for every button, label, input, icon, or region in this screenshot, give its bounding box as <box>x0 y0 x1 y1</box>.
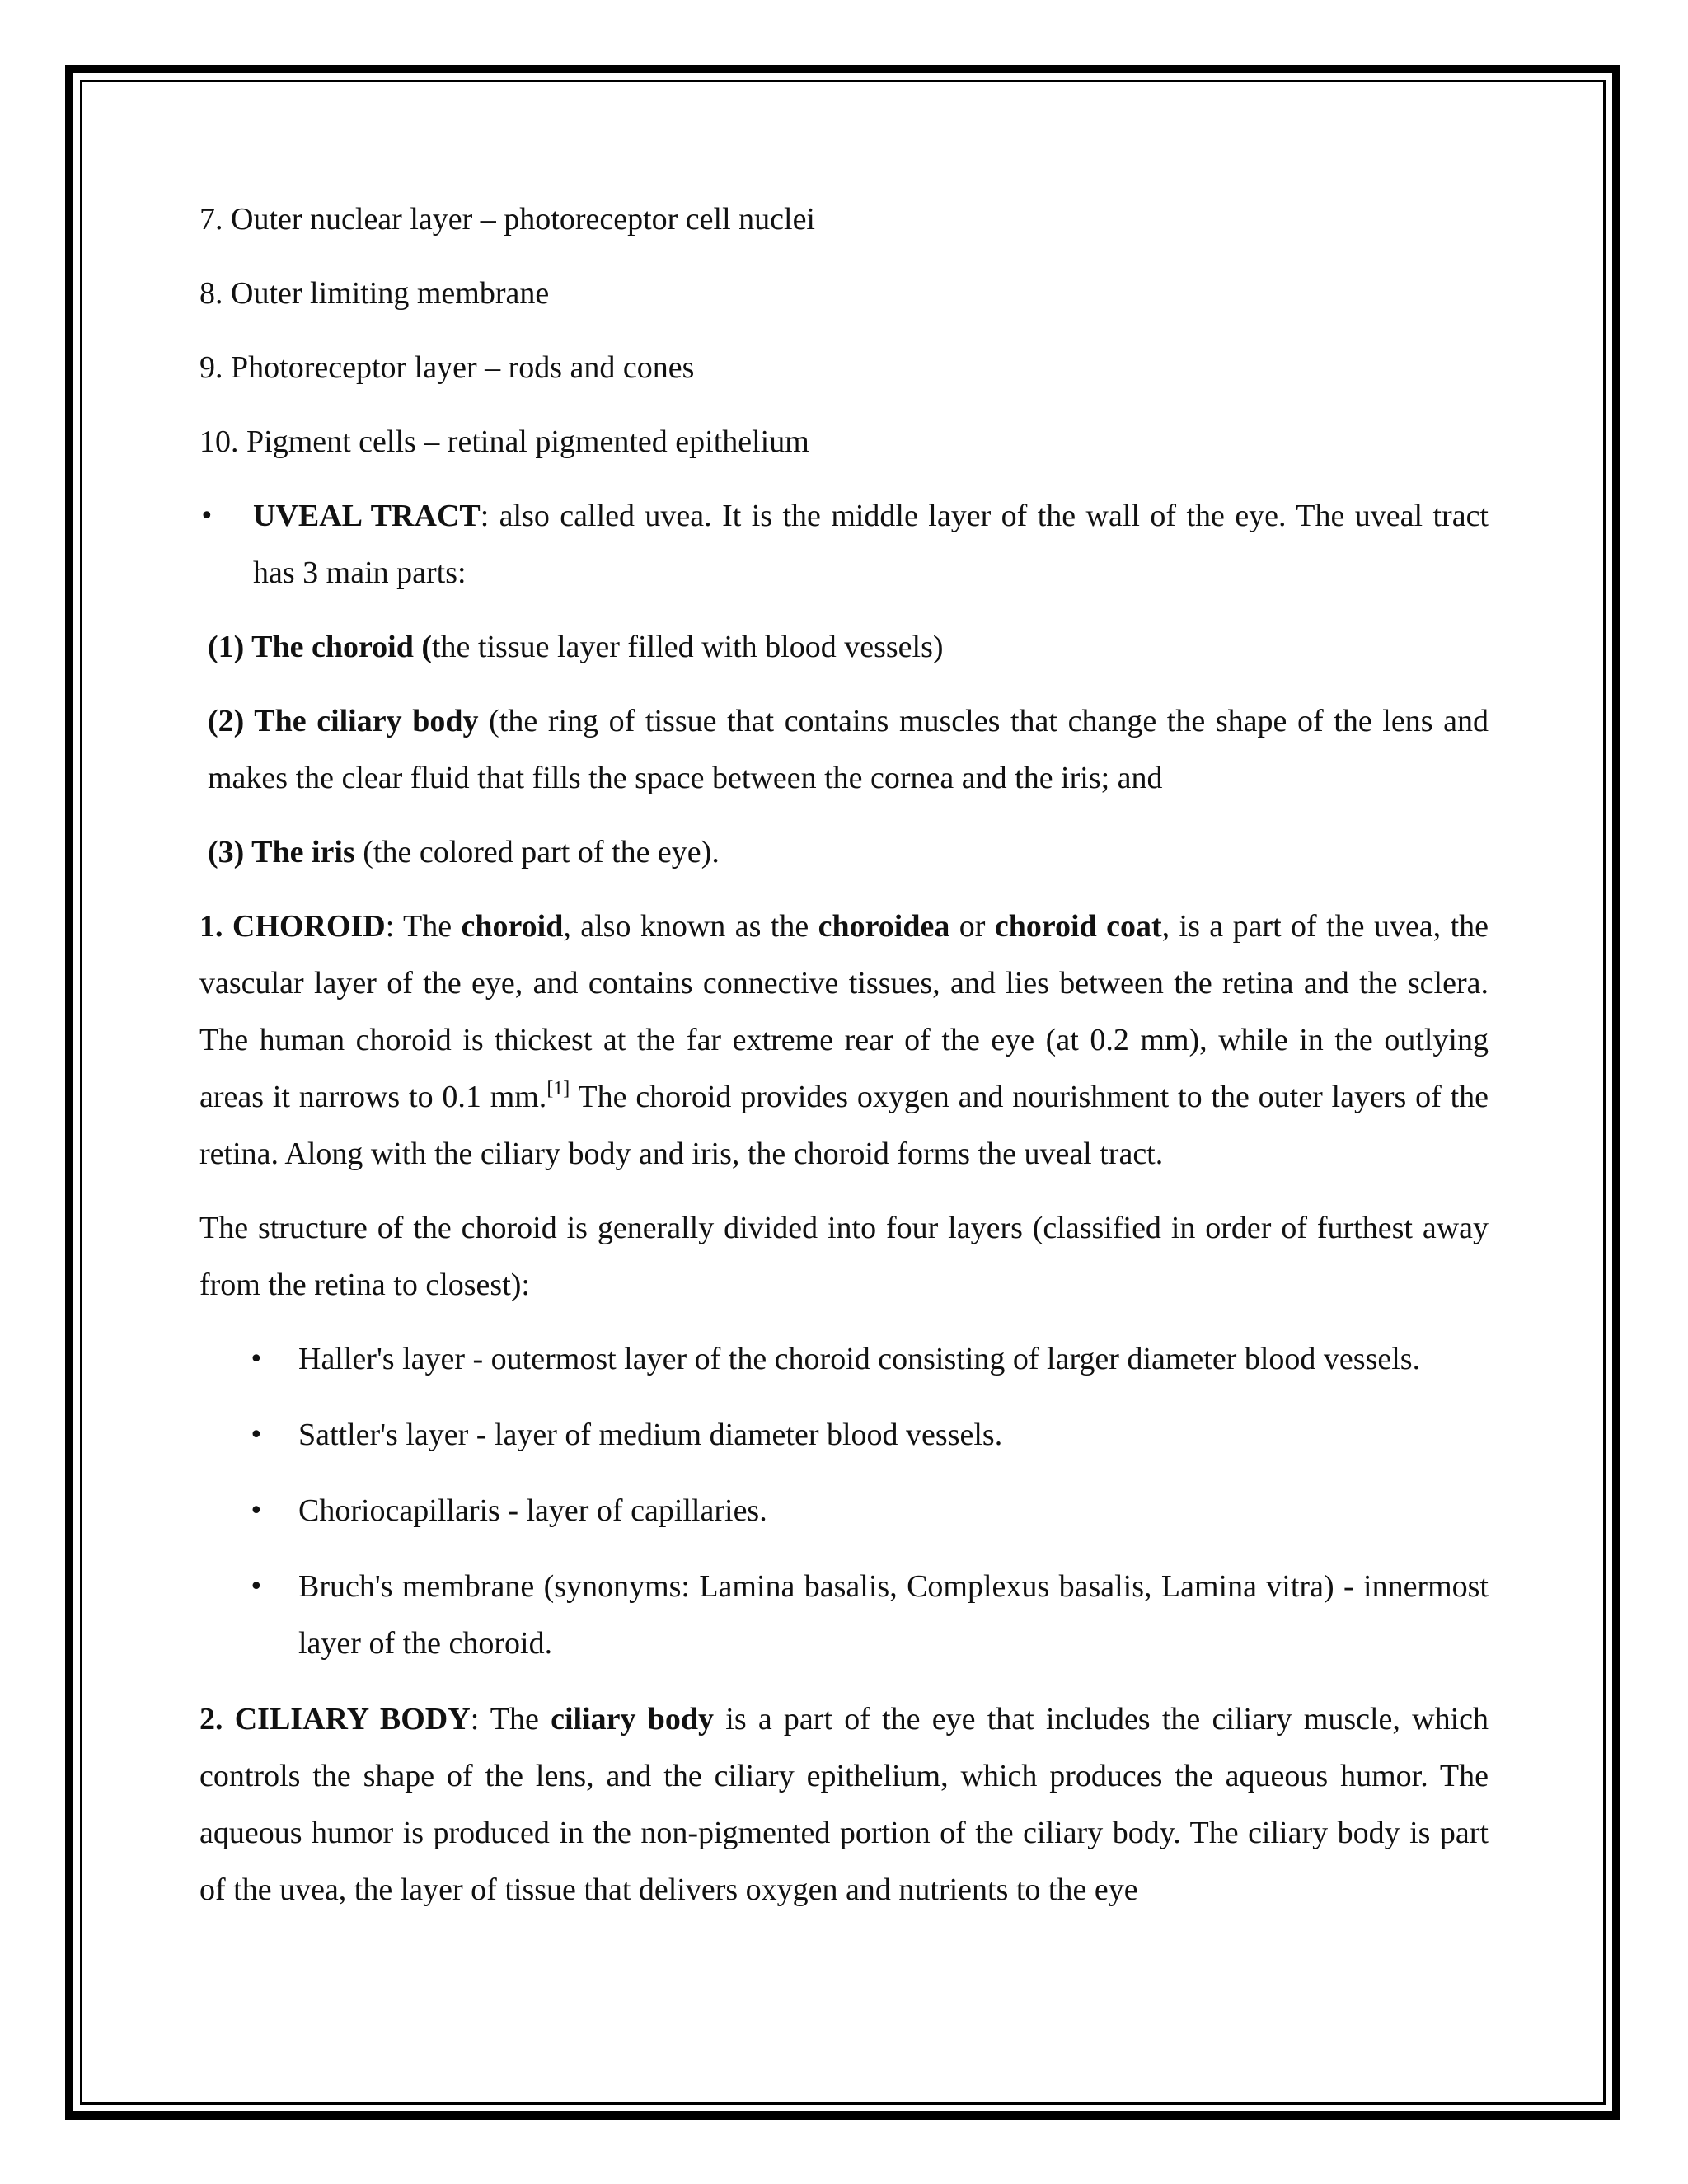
bullet-icon: • <box>199 502 214 531</box>
part-label: (1) The choroid ( <box>208 630 432 664</box>
list-item-text: Bruch's membrane (synonyms: Lamina basalis, Complexus basalis, Lamina vitra) - innermost layer of the choroid. <box>298 1569 1489 1661</box>
uvea-part-choroid <box>199 619 1489 676</box>
choroid-structure-paragraph: The structure of the choroid is generally divided into four layers (classified in order of furthest away from the retina to closest): <box>199 1211 1489 1302</box>
part-label: (3) The iris <box>208 835 355 869</box>
part-description: the tissue layer filled with blood vessels) <box>432 630 944 664</box>
uvea-part-iris <box>199 824 1489 881</box>
text-run: , also known as the <box>563 909 818 944</box>
list-item-text: Sattler's layer - layer of medium diameter blood vessels. <box>298 1418 1003 1452</box>
bullet-icon: • <box>249 1497 264 1526</box>
list-item <box>199 1558 1489 1672</box>
uvea-part-ciliary-body <box>199 693 1489 807</box>
uveal-tract-heading: UVEAL TRACT <box>253 499 481 533</box>
ciliary-body-paragraph <box>199 1691 1489 1919</box>
bullet-icon: • <box>249 1421 264 1450</box>
retina-layer-7: 7. Outer nuclear layer – photoreceptor cell nuclei <box>199 202 815 237</box>
part-label: (2) The ciliary body <box>208 704 479 738</box>
text-run: : The <box>470 1702 551 1736</box>
uveal-tract-text: : also called uvea. It is the middle layer of the wall of the eye. The uveal tract has 3 main parts: <box>253 499 1489 590</box>
citation-link[interactable]: [1] <box>546 1078 570 1099</box>
retina-layer-10: 10. Pigment cells – retinal pigmented epithelium <box>199 424 809 459</box>
bold-term: ciliary body <box>551 1702 715 1736</box>
choroid-paragraph <box>199 898 1489 1183</box>
uveal-tract-paragraph <box>199 488 1489 602</box>
retina-layer-9: 9. Photoreceptor layer – rods and cones <box>199 350 695 385</box>
retina-layer-8: 8. Outer limiting membrane <box>199 276 550 311</box>
bullet-icon: • <box>249 1572 264 1601</box>
list-item-text: Haller's layer - outermost layer of the choroid consisting of larger diameter blood vessels. <box>298 1342 1421 1376</box>
choroid-layers-list <box>199 1331 1489 1672</box>
list-item-text: Choriocapillaris - layer of capillaries. <box>298 1493 767 1528</box>
list-item <box>199 1407 1489 1464</box>
text-run: : The <box>385 909 462 944</box>
text-run: or <box>950 909 995 944</box>
text-run: The choroid provides oxygen and nourishment to the outer layers of the retina. Along with the ciliary body and iris, the choroid forms the uveal tract. <box>199 1080 1489 1171</box>
part-description: (the ring of tissue that contains muscles that change the shape of the lens and makes the clear fluid that fills the space between the cornea and the iris; and <box>208 704 1489 795</box>
bold-term: choroid coat <box>994 909 1162 944</box>
bullet-icon: • <box>249 1345 264 1374</box>
list-item <box>199 1483 1489 1540</box>
text-run: , is a part of the uvea, the vascular layer of the eye, and contains connective tissues, and lies between the retina and the sclera. The human choroid is thickest at the far extreme rear of the eye (at 0.2 mm), while in the outlying areas it narrows to 0.1 mm. <box>199 909 1489 1114</box>
text-run: is a part of the eye that includes the ciliary muscle, which controls the shape of the lens, and the ciliary epithelium, which produces the aqueous humor. The aqueous humor is produced in the non-pigmented portion of the ciliary body. The ciliary body is part of the uvea, the layer of tissue that delivers oxygen and nutrients to the eye <box>199 1702 1489 1907</box>
list-item <box>199 1331 1489 1388</box>
ciliary-body-heading: 2. CILIARY BODY <box>199 1702 471 1736</box>
bold-term: choroid <box>461 909 564 944</box>
choroid-heading: 1. CHOROID <box>199 909 386 944</box>
part-description: (the colored part of the eye). <box>354 835 720 869</box>
document-body <box>199 191 1489 1936</box>
bold-term: choroidea <box>818 909 950 944</box>
